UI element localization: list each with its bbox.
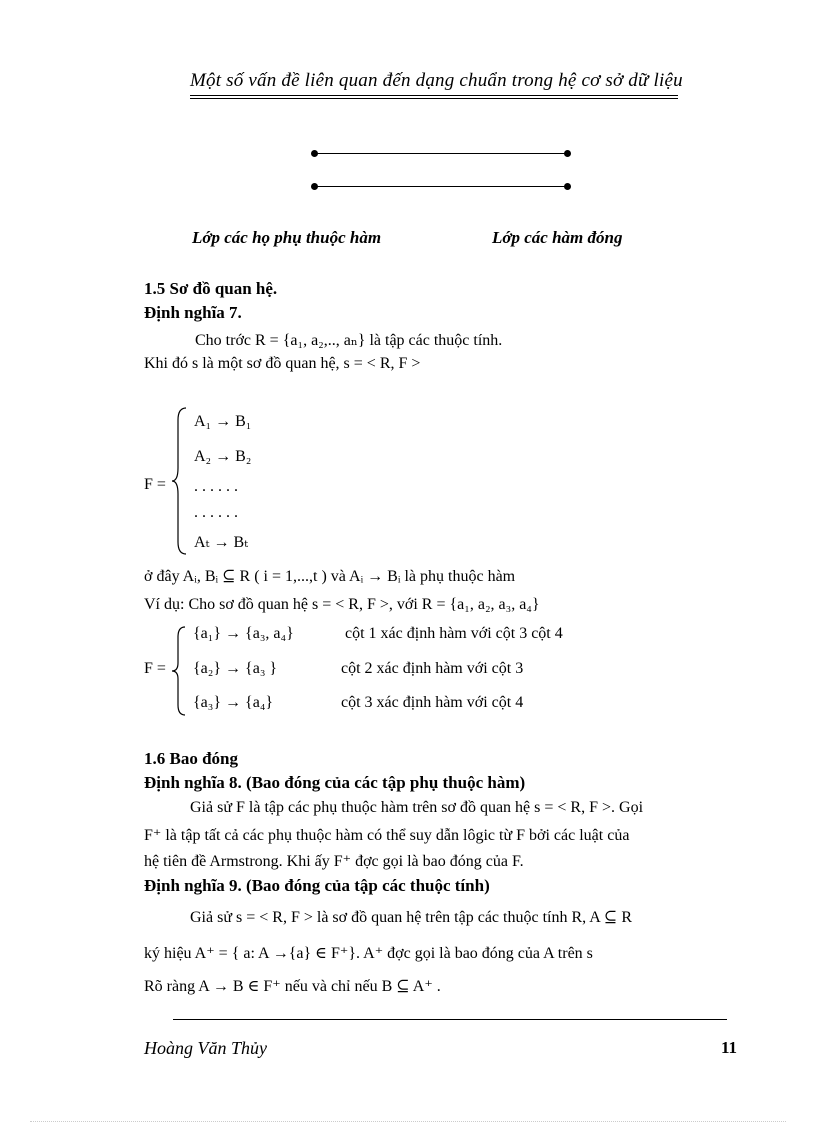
- section-1-6-heading: 1.6 Bao đóng: [144, 749, 238, 768]
- example-note-1: cột 1 xác định hàm với cột 3 cột 4: [345, 625, 563, 642]
- page-number: 11: [721, 1038, 738, 1057]
- def9-line3: Rõ ràng A → B ∈ F⁺ nếu và chỉ nếu B ⊆ A⁺ .: [144, 978, 441, 995]
- running-header: Một số vấn đề liên quan đến dạng chuẩn trong hệ cơ sở dữ liệu: [190, 70, 683, 91]
- f-row-4: . . . . . .: [194, 504, 238, 521]
- line2-right-dot: [564, 183, 571, 190]
- line1-right-dot: [564, 150, 571, 157]
- line1: [314, 153, 568, 154]
- example-f-label: F =: [144, 660, 166, 677]
- definition-8-heading: Định nghĩa 8. (Bao đóng của các tập phụ thuộc hàm): [144, 773, 526, 792]
- example-line: Ví dụ: Cho sơ đồ quan hệ s = < R, F >, với R = {a₁, a₂, a₃, a₄}: [144, 596, 540, 613]
- example-note-2: cột 2 xác định hàm với cột 3: [341, 660, 524, 677]
- def8-line3: hệ tiên đề Armstrong. Khi ấy F⁺ đợc gọi là bao đóng của F.: [144, 853, 524, 870]
- f-row-1: A₁ → B₁: [194, 413, 252, 430]
- def7-line2: Khi đó s là một sơ đồ quan hệ, s = < R, F >: [144, 355, 421, 372]
- def9-line1: Giả sử s = < R, F > là sơ đồ quan hệ trên tập các thuộc tính R, A ⊆ R: [190, 909, 633, 926]
- where-line: ở đây Aᵢ, Bᵢ ⊆ R ( i = 1,...,t ) và Aᵢ → Bᵢ là phụ thuộc hàm: [144, 568, 516, 585]
- definition-9-heading: Định nghĩa 9. (Bao đóng của tập các thuộc tính): [144, 876, 490, 895]
- def8-line1: Giả sử F là tập các phụ thuộc hàm trên sơ đồ quan hệ s = < R, F >. Gọi: [190, 799, 644, 816]
- footer-rule: [173, 1019, 727, 1020]
- page-bottom-edge: [30, 1121, 786, 1122]
- f-brace: [172, 406, 190, 556]
- example-note-3: cột 3 xác định hàm với cột 4: [341, 694, 524, 711]
- example-dep-3: {a₃} → {a₄}: [193, 694, 274, 711]
- right-caption: Lớp các hàm đóng: [492, 228, 623, 247]
- example-dep-2: {a₂} → {a₃ }: [193, 660, 278, 677]
- f-label: F =: [144, 476, 166, 493]
- f-row-5: Aₜ → Bₜ: [194, 534, 249, 551]
- header-rule-bottom: [190, 98, 678, 99]
- def8-line2: F⁺ là tập tất cả các phụ thuộc hàm có thể suy dẫn lôgic từ F bởi các luật của: [144, 827, 630, 844]
- definition-7-heading: Định nghĩa 7.: [144, 303, 242, 322]
- section-1-5-heading: 1.5 Sơ đồ quan hệ.: [144, 279, 278, 298]
- left-caption: Lớp các họ phụ thuộc hàm: [192, 228, 382, 247]
- f-row-2: A₂ → B₂: [194, 448, 252, 465]
- footer-author: Hoàng Văn Thủy: [144, 1038, 267, 1058]
- f-row-3: . . . . . .: [194, 478, 238, 495]
- def9-line2: ký hiệu A⁺ = { a: A →{a} ∈ F⁺}. A⁺ đợc gọi là bao đóng của A trên s: [144, 945, 593, 962]
- example-dep-1: {a₁} → {a₃, a₄}: [193, 625, 294, 642]
- example-brace: [172, 625, 188, 717]
- header-rule-top: [190, 95, 678, 96]
- line2: [314, 186, 568, 187]
- def7-line1: Cho trớc R = {a₁, a₂,.., aₙ} là tập các thuộc tính.: [195, 332, 503, 349]
